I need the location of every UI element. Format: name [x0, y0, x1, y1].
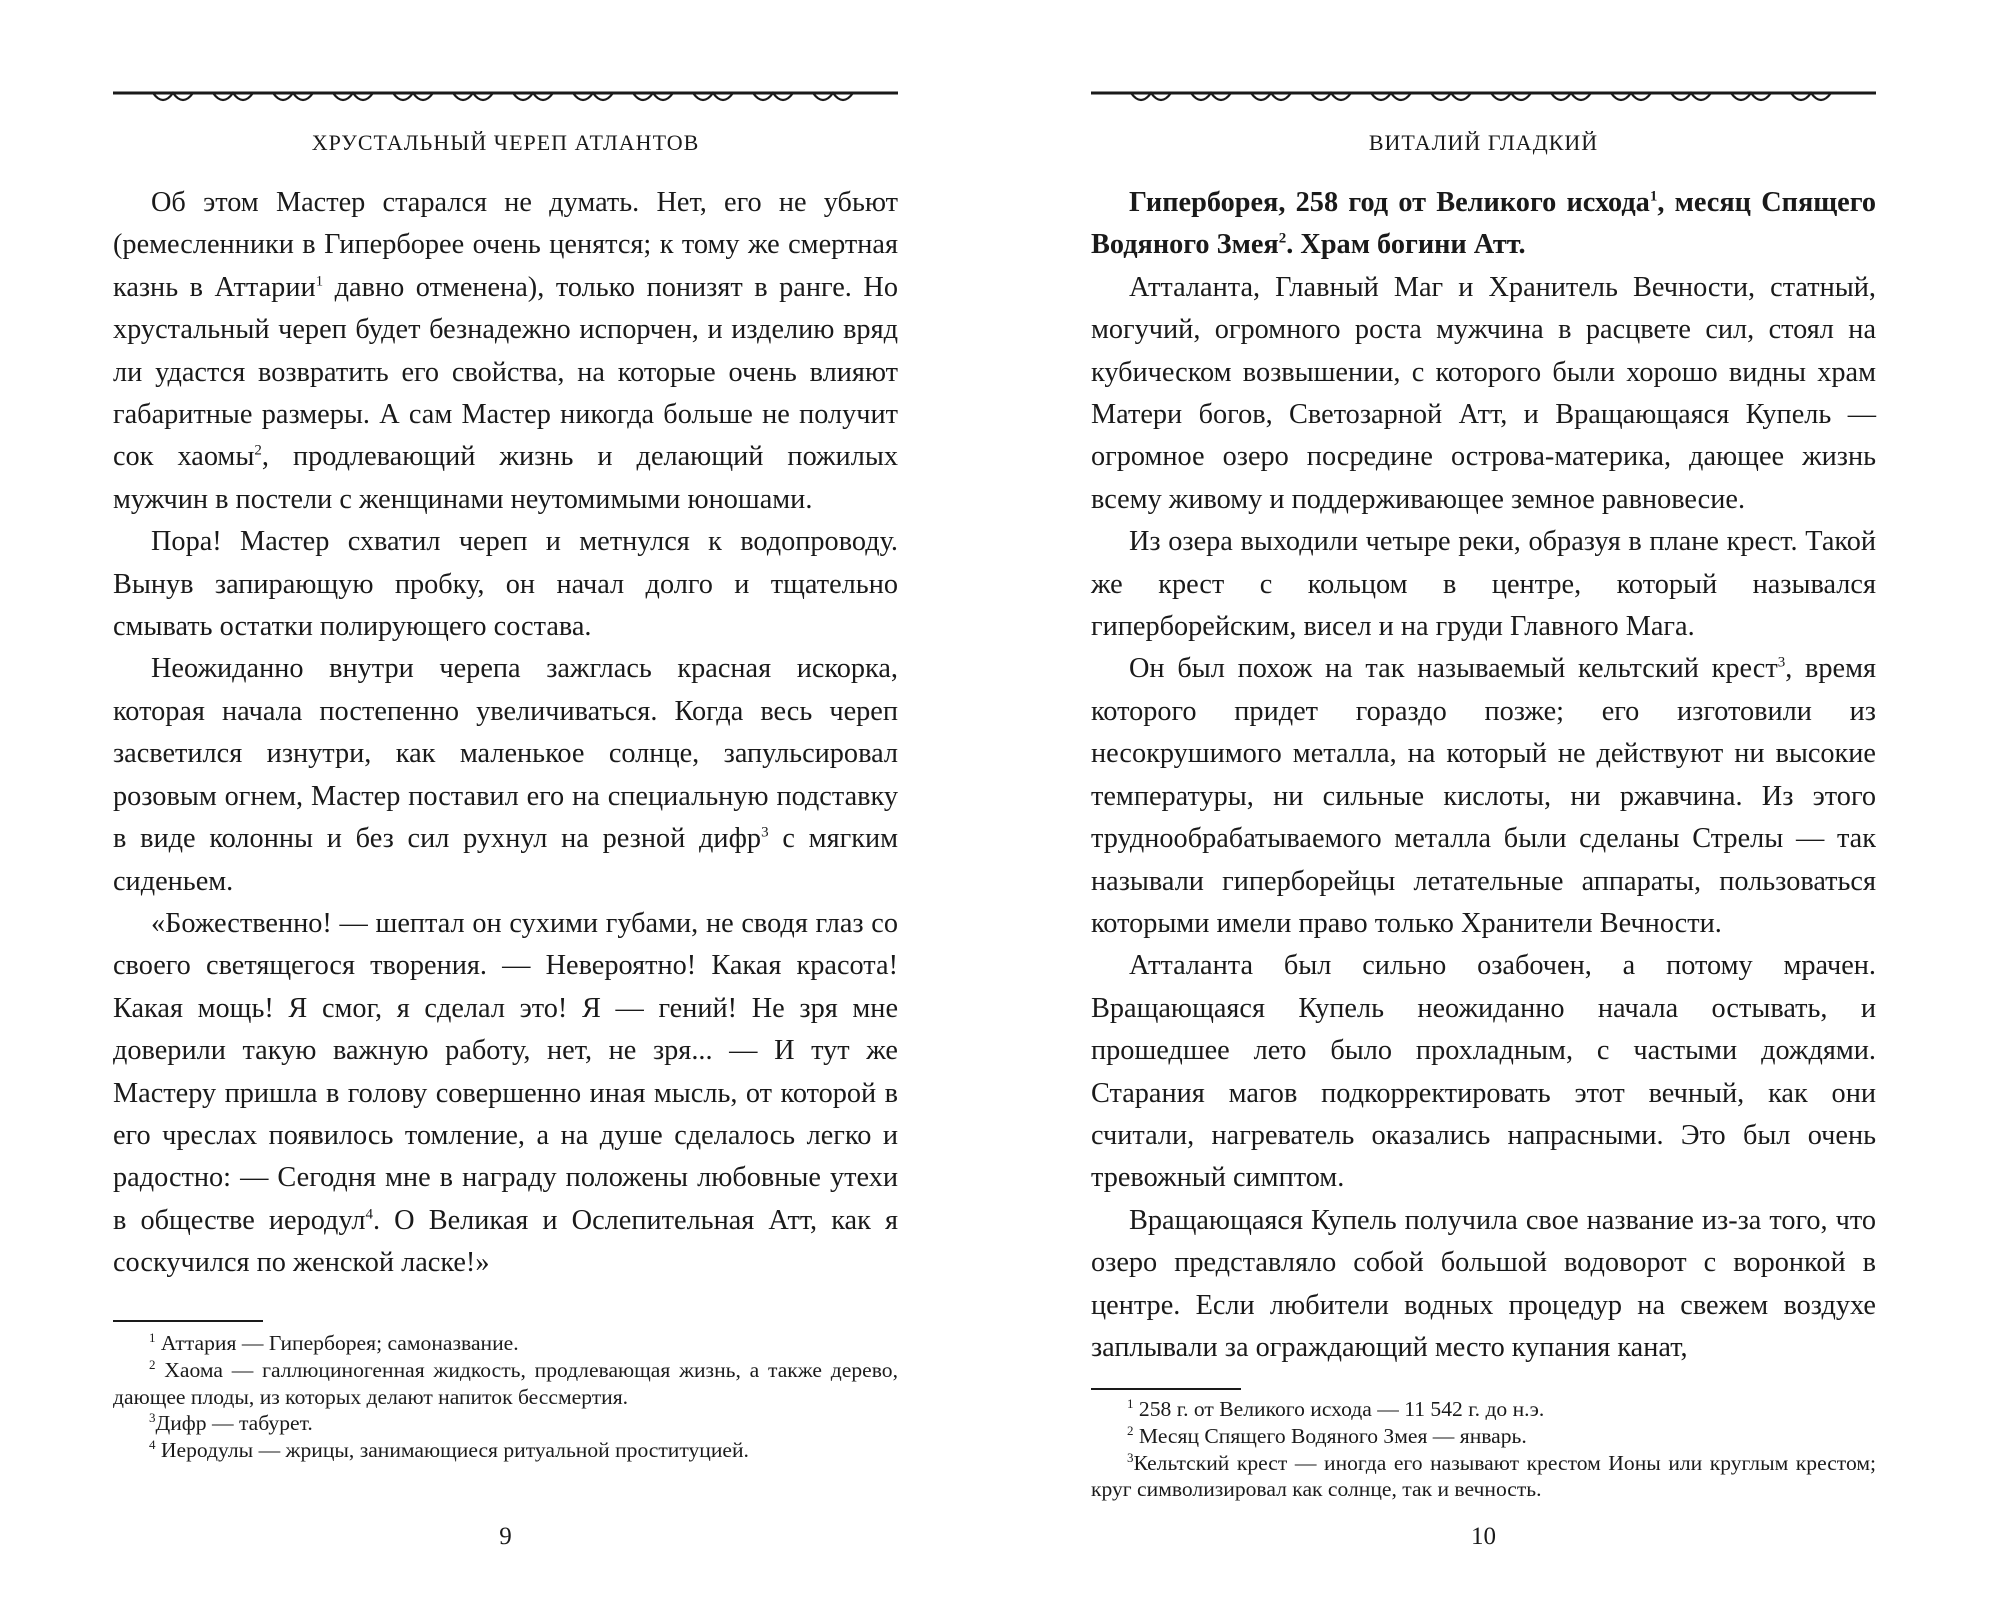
running-header: ХРУСТАЛЬНЫЙ ЧЕРЕП АТЛАНТОВ	[311, 130, 700, 155]
footnote-ref: 2	[1278, 230, 1287, 247]
footnote-ref: 3	[761, 824, 769, 841]
footnote-separator	[1091, 1388, 1241, 1390]
paragraph: Он был похож на так называемый кельтский крест$^3$, время которого придет гораздо позже; его изготовили из несокрушимого металла, на который не действуют ни высокие температуры, ни сильные кислоты, ни ржавчина. Из этого труднообрабатываемого металла были сделаны Стрелы — так называли гиперборейцы летательные аппараты, пользоваться которыми имели право только Хранители Вечности.	[1091, 653, 1876, 939]
paragraph: Неожиданно внутри черепа зажглась красная искорка, которая начала постепенно увеличиваться. Когда весь череп засветился изнутри, как маленькое солнце, запульсировал розовым огнем, Мастер поставил его на специальную подставку в виде колонны и без сил рухнул на резной дифр$^3$ с мягким сиденьем.	[113, 653, 898, 897]
paragraph: Атталанта, Главный Маг и Хранитель Вечности, статный, могучий, огромного роста мужчина в расцвете сил, стоял на кубическом возвышении, с которого были хорошо видны храм Матери богов, Светозарной Атт, и Вращающаяся Купель — огромное озеро посредине острова-материка, дающее жизнь всему живому и поддерживающее земное равновесие.	[1091, 271, 1876, 515]
footnote: $^2$ Хаома — галлюциногенная жидкость, продлевающая жизнь, а также дерево, дающее плоды, из которых делают напиток бессмертия.	[113, 1356, 898, 1409]
body-text	[113, 182, 898, 1285]
footnotes	[113, 1330, 898, 1464]
paragraph: Атталанта был сильно озабочен, а потому мрачен. Вращающаяся Купель неожиданно начала остывать, и прошедшее лето было прохладным, с частыми дождями. Старания магов подкорректировать этот вечный, как они считали, нагреватель оказались напрасными. Это был очень тревожный симптом.	[1091, 950, 1876, 1194]
footnote-ref: 1	[1649, 188, 1658, 205]
footnote: $^4$ Иеродулы — жрицы, занимающиеся ритуальной проституцией.	[149, 1437, 749, 1463]
paragraph: Вращающаяся Купель получила свое название из-за того, что озеро представляло собой большой водоворот с воронкой в центре. Если любители водных процедур на свежем воздухе заплывали за ограждающий место купания канат,	[1091, 1204, 1876, 1363]
page-number: 9	[499, 1523, 512, 1550]
footnote-ref: 1	[315, 273, 324, 290]
paragraph: Пора! Мастер схватил череп и метнулся к водопроводу. Вынув запирающую пробку, он начал долго и тщательно смывать остатки полирующего состава.	[113, 526, 898, 643]
footnote: $^3$Кельтский крест — иногда его называют крестом Ионы или круглым крестом; круг символизировал как солнце, так и вечность.	[1091, 1449, 1876, 1502]
ornament-divider-icon	[1091, 78, 1876, 112]
paragraph: Об этом Мастер старался не думать. Нет, его не убьют (ремесленники в Гиперборее очень ценятся; к тому же смертная казнь в Аттарии$^1$ давно отменена), только понизят в ранге. Но хрустальный череп будет безнадежно испорчен, и изделию вряд ли удастся возвратить его свойства, на которые очень влияют габаритные размеры. А сам Мастер никогда больше не получит сок хаомы$^2$, продлевающий жизнь и делающий пожилых мужчин в постели с женщинами неутомимыми юношами.	[113, 187, 898, 515]
footnote: $^1$ 258 г. от Великого исхода — 11 542 г. до н.э.	[1127, 1395, 1545, 1421]
footnote-ref: 3	[1777, 655, 1786, 672]
ornament-divider-icon	[113, 78, 898, 112]
paragraph: Из озера выходили четыре реки, образуя в плане крест. Такой же крест с кольцом в центре, который назывался гиперборейским, висел и на груди Главного Мага.	[1091, 526, 1876, 643]
footnote-separator	[113, 1320, 263, 1322]
running-header: ВИТАЛИЙ ГЛАДКИЙ	[1368, 130, 1599, 155]
left-page	[113, 0, 898, 1621]
footnote: $^1$ Аттария — Гиперборея; самоназвание.	[149, 1329, 519, 1355]
body-text	[1091, 182, 1876, 1369]
right-page	[1091, 0, 1876, 1621]
paragraph: «Божественно! — шептал он сухими губами, не сводя глаз со своего светящегося творения. — Невероятно! Какая красота! Какая мощь! Я смог, я сделал это! Я — гений! Не зря мне доверили такую важную работу, нет, не зря... — И тут же Мастеру пришла в голову совершенно иная мысль, от которой в его чреслах появилось томление, а на душе сделалось легко и радостно: — Сегодня мне в награду положены любовные утехи в обществе иеродул$^4$. О Великая и Ослепительная Атт, как я соскучился по женской ласке!»	[113, 907, 898, 1279]
footnote-ref: 4	[365, 1206, 373, 1223]
footnote: $^3$Дифр — табурет.	[149, 1410, 313, 1436]
footnote-ref: 2	[254, 443, 262, 460]
section-heading: Гиперборея, 258 год от Великого исхода$^1$, месяц Спящего Водяного Змея$^2$. Храм богини Атт.	[1091, 187, 1876, 261]
footnotes	[1091, 1396, 1876, 1503]
page-number: 10	[1471, 1523, 1496, 1550]
footnote: $^2$ Месяц Спящего Водяного Змея — январь.	[1127, 1422, 1527, 1448]
